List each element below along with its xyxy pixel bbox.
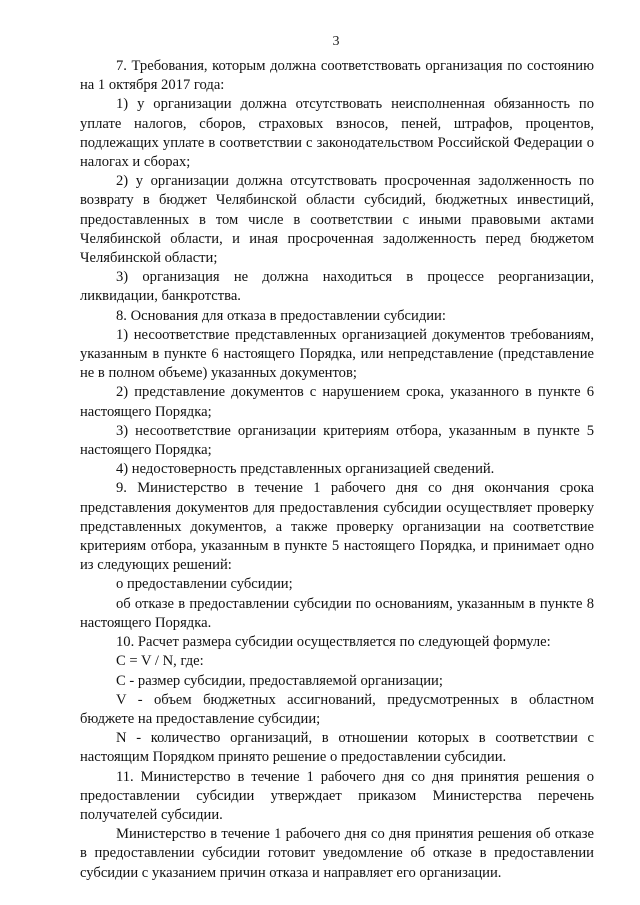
paragraph-10-calculation: 10. Расчет размера субсидии осуществляется по следующей формуле: xyxy=(116,634,551,651)
paragraph-9-review: 9. Министерство в течение 1 рабочего дня со дня окончания срока представления документов для предоставления субсидии осуществляет проверку представленных документов, а также проверку организации на соответствие критериям отбора, указанным в пункте 5 настоящего Порядка, и принимает одно из следующих решений: xyxy=(80,480,594,574)
paragraph-8-item-2: 2) представление документов с нарушением срока, указанного в пункте 6 настоящего Порядка; xyxy=(80,384,594,420)
paragraph-11-refusal-notice: Министерство в течение 1 рабочего дня со дня принятия решения об отказе в предоставлении субсидии готовит уведомление об отказе в предоставлении субсидии с указанием причин отказа и направляет его организации. xyxy=(80,826,594,881)
paragraph-7-requirements: 7. Требования, которым должна соответствовать организация по состоянию на 1 октября 2017 года: xyxy=(80,58,594,94)
paragraph-7-item-3: 3) организация не должна находиться в процессе реорганизации, ликвидации, банкротства. xyxy=(80,269,594,305)
paragraph-8-refusal-grounds: 8. Основания для отказа в предоставлении субсидии: xyxy=(116,307,446,324)
paragraph-8-item-3: 3) несоответствие организации критериям отбора, указанным в пункте 5 настоящего Порядка; xyxy=(80,422,594,459)
document-body xyxy=(80,57,594,883)
formula-v-definition: V - объем бюджетных ассигнований, предусмотренных в областном бюджете на предоставление субсидии; xyxy=(80,691,594,727)
page-number: 3 xyxy=(332,34,340,49)
paragraph-11-approval: 11. Министерство в течение 1 рабочего дня со дня принятия решения о предоставлении субсидии утверждает приказом Министерства перечень получателей субсидии. xyxy=(80,768,594,823)
formula: C = V / N, где: xyxy=(116,653,204,670)
formula-c-definition: C - размер субсидии, предоставляемой организации; xyxy=(116,672,443,689)
paragraph-8-item-1: 1) несоответствие представленных организацией документов требованиям, указанным в пункте 6 настоящего Порядка, или непредставление (представление не в полном объеме) указанных документов; xyxy=(80,326,594,382)
paragraph-7-item-1: 1) у организации должна отсутствовать неисполненная обязанность по уплате налогов, сборов, страховых взносов, пеней, штрафов, процентов, подлежащих уплате в соответствии с законодательством Российской Федерации о налогах и сборах; xyxy=(80,96,594,171)
formula-n-definition: N - количество организаций, в отношении которых в соответствии с настоящим Порядком принято решение о предоставлении субсидии. xyxy=(80,730,594,766)
paragraph-9-decision-refusal: об отказе в предоставлении субсидии по основаниям, указанным в пункте 8 настоящего Порядка. xyxy=(80,595,594,631)
paragraph-9-decision-grant: о предоставлении субсидии; xyxy=(116,576,293,593)
paragraph-7-item-2: 2) у организации должна отсутствовать просроченная задолженность по возврату в бюджет Челябинской области субсидий, бюджетных инвестиций, предоставленных в том числе в соответствии с иными правовыми актами Челябинской области, и иная просроченная задолженность перед бюджетом Челябинской области; xyxy=(80,173,594,267)
paragraph-8-item-4: 4) недостоверность представленных организацией сведений. xyxy=(116,461,495,478)
